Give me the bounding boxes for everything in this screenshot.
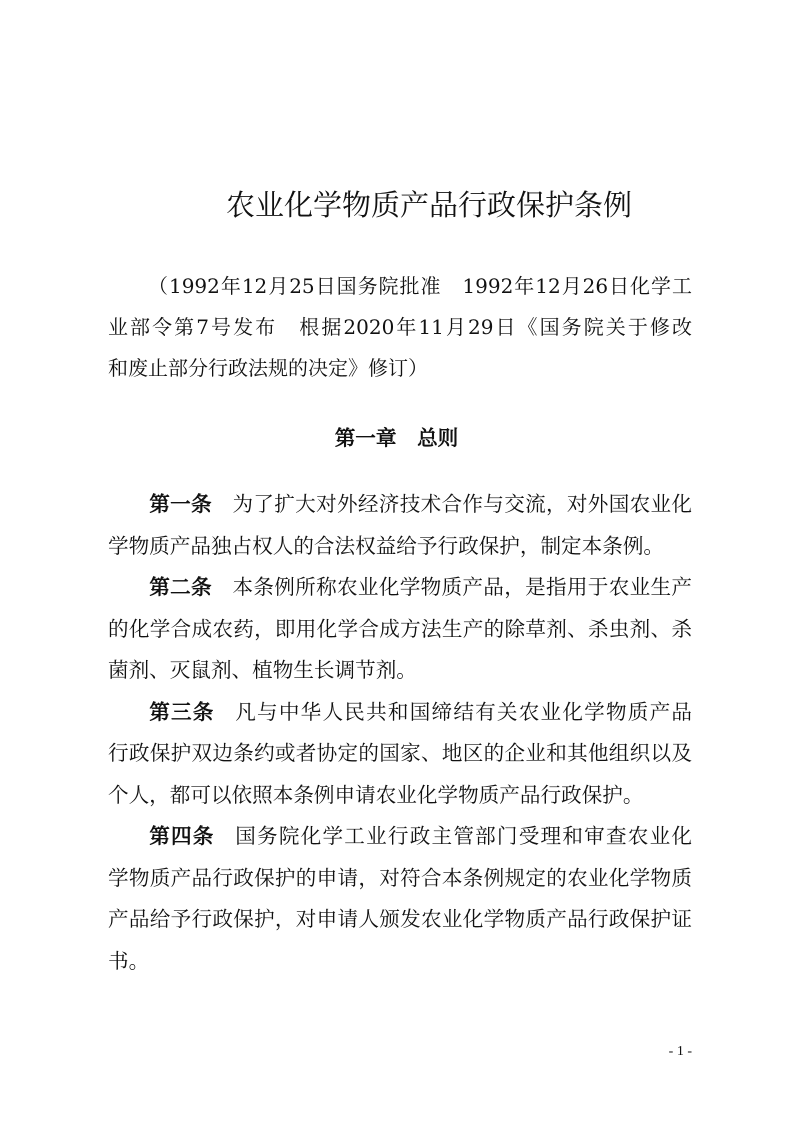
article-4-line (108, 816, 692, 858)
article-3-line: 个人，都可以依照本条例申请农业化学物质产品行政保护。 (108, 782, 644, 807)
article-2-label: 第二条 (149, 575, 212, 599)
article-3-line: 行政保护双边条约或者协定的国家、地区的企业和其他组织以及 (108, 741, 692, 765)
article-4-label: 第四条 (149, 824, 215, 848)
article-2-line: 菌剂、灭鼠剂、植物生长调节剂。 (108, 658, 417, 682)
article-4-line: 学物质产品行政保护的申请，对符合本条例规定的农业化学物质 (108, 865, 692, 890)
article-3-line (108, 692, 692, 734)
article-4-text: 国务院化学工业行政主管部门受理和审查农业化 (235, 824, 693, 848)
article-2-line (108, 567, 692, 609)
article-2-text: 本条例所称农业化学物质产品，是指用于农业生产 (232, 575, 692, 599)
issuance-note (108, 266, 692, 389)
chapter-heading: 第一章 总则 (334, 426, 459, 450)
document-title: 农业化学物质产品行政保护条例 (226, 188, 633, 222)
articles-body (108, 484, 692, 982)
issuance-note-line: （1992年12月25日国务院批准 1992年12月26日化学工 (148, 274, 692, 298)
article-3-text: 凡与中华人民共和国缔结有关农业化学物质产品 (235, 699, 693, 724)
article-1-text: 为了扩大对外经济技术合作与交流，对外国农业化 (232, 492, 692, 516)
article-1-line (108, 484, 692, 526)
article-1-label: 第一条 (149, 492, 212, 516)
article-2-line: 的化学合成农药，即用化学合成方法生产的除草剂、杀虫剂、杀 (108, 616, 692, 641)
article-1-line: 学物质产品独占权人的合法权益给予行政保护，制定本条例。 (108, 533, 665, 558)
article-4-line: 产品给予行政保护，对申请人颁发农业化学物质产品行政保护证 (108, 907, 692, 931)
page-number: - 1 - (668, 1044, 692, 1059)
issuance-note-line: 和废止部分行政法规的决定》修订） (108, 356, 428, 380)
article-4-line: 书。 (108, 948, 150, 973)
issuance-note-line: 业部令第7号发布 根据2020年11月29日《国务院关于修改 (108, 315, 692, 339)
article-3-label: 第三条 (149, 699, 215, 724)
